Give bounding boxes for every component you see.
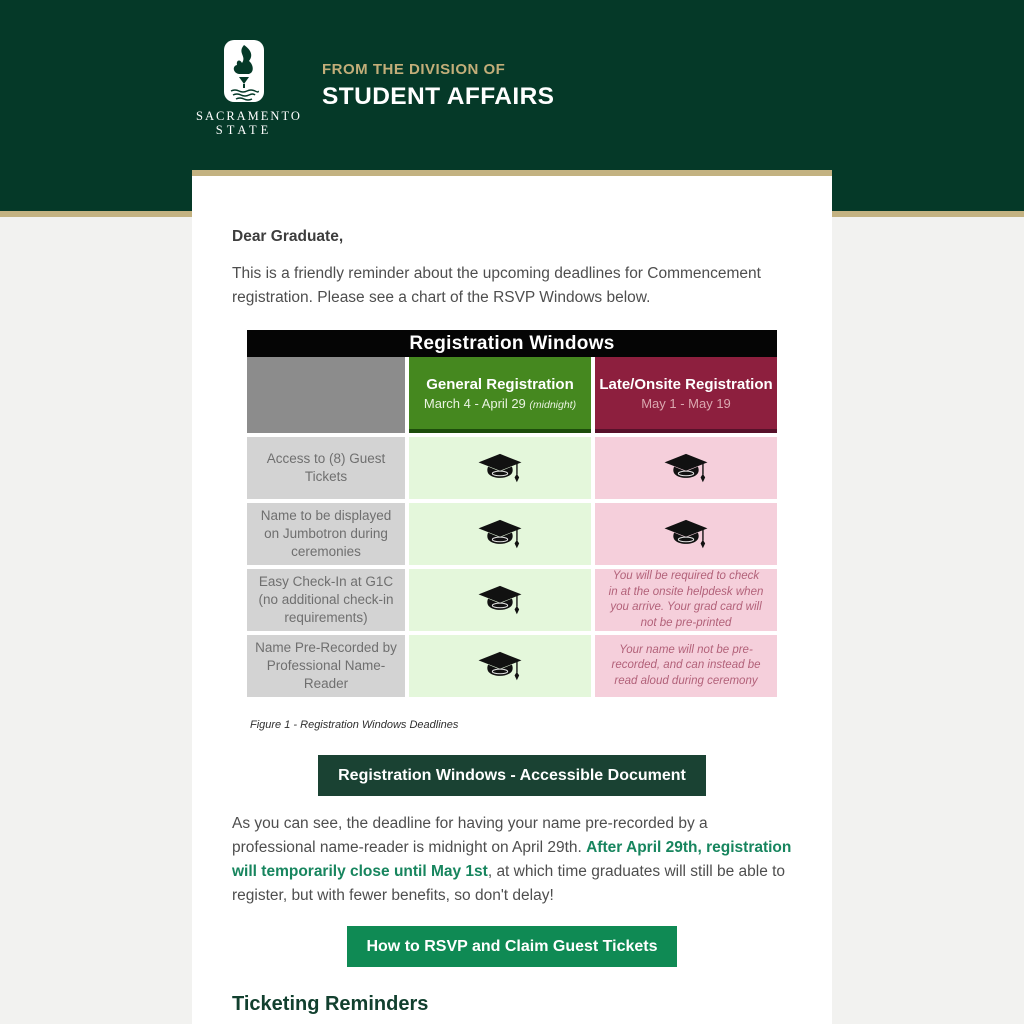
table-corner-cell [247, 357, 405, 433]
late-checkin-cell [595, 569, 777, 631]
general-checkin-cell [409, 569, 591, 631]
greeting: Dear Graduate, [232, 228, 344, 245]
sacramento-state-logo [196, 40, 302, 137]
graduation-cap-icon [477, 651, 523, 682]
masthead [322, 61, 554, 111]
masthead-title: STUDENT AFFAIRS [322, 83, 555, 110]
logo-text-sacramento: SACRAMENTO [196, 109, 302, 123]
row-label-guest-tickets: Access to (8) Guest Tickets [247, 437, 405, 499]
general-dates-text: March 4 - April 29 [423, 395, 526, 411]
logo-text-state: STATE [215, 123, 273, 137]
email-body-card [192, 170, 832, 1024]
general-registration-dates [424, 396, 576, 411]
column-header-late [595, 357, 777, 433]
late-registration-title: Late/Onsite Registration [599, 375, 773, 393]
graduation-cap-icon [663, 519, 709, 550]
late-jumbotron-cell [595, 503, 777, 565]
torch-logo-icon [224, 40, 264, 102]
general-registration-title: General Registration [426, 375, 574, 393]
graduation-cap-icon [477, 585, 523, 616]
graduation-cap-icon [663, 453, 709, 484]
row-label-jumbotron: Name to be displayed on Jumbotron during ceremonies [247, 503, 405, 565]
masthead-eyebrow: FROM THE DIVISION OF [322, 61, 506, 78]
table-grid [247, 357, 777, 697]
ticketing-reminders-heading: Ticketing Reminders [232, 993, 429, 1015]
accessible-document-button[interactable]: Registration Windows - Accessible Document [318, 755, 706, 796]
general-jumbotron-cell [409, 503, 591, 565]
column-header-general [409, 357, 591, 433]
late-registration-dates: May 1 - May 19 [641, 395, 731, 411]
deadline-text-2: , at which time graduates will still be able to register, but with fewer benefits, so don't delay! [232, 863, 786, 904]
table-title: Registration Windows [247, 330, 777, 357]
rsvp-button[interactable]: How to RSVP and Claim Guest Tickets [347, 926, 677, 967]
general-dates-note: (midnight) [529, 398, 577, 411]
row-label-name-reader: Name Pre-Recorded by Professional Name-Reader [247, 635, 405, 697]
general-name-reader-cell [409, 635, 591, 697]
registration-windows-table [247, 330, 777, 697]
late-checkin-note: You will be required to check in at the onsite helpdesk when you arrive. Your grad card will not be pre-printed [608, 570, 764, 629]
late-guest-tickets-cell [595, 437, 777, 499]
late-name-reader-cell [595, 635, 777, 697]
figure-caption: Figure 1 - Registration Windows Deadlines [250, 719, 459, 731]
graduation-cap-icon [477, 453, 523, 484]
graduation-cap-icon [477, 519, 523, 550]
deadline-paragraph [232, 812, 792, 908]
intro-paragraph: This is a friendly reminder about the upcoming deadlines for Commencement registration. Please see a chart of the RSVP Windows below. [232, 265, 761, 306]
general-guest-tickets-cell [409, 437, 591, 499]
deadline-highlight: After April 29th, registration will temporarily close until May 1st [232, 839, 792, 880]
row-label-checkin: Easy Check-In at G1C (no additional check-in requirements) [247, 569, 405, 631]
deadline-text-1: As you can see, the deadline for having your name pre-recorded by a professional name-reader is midnight on April 29th. [232, 815, 708, 856]
late-name-reader-note: Your name will not be pre-recorded, and can instead be read aloud during ceremony [611, 643, 761, 687]
